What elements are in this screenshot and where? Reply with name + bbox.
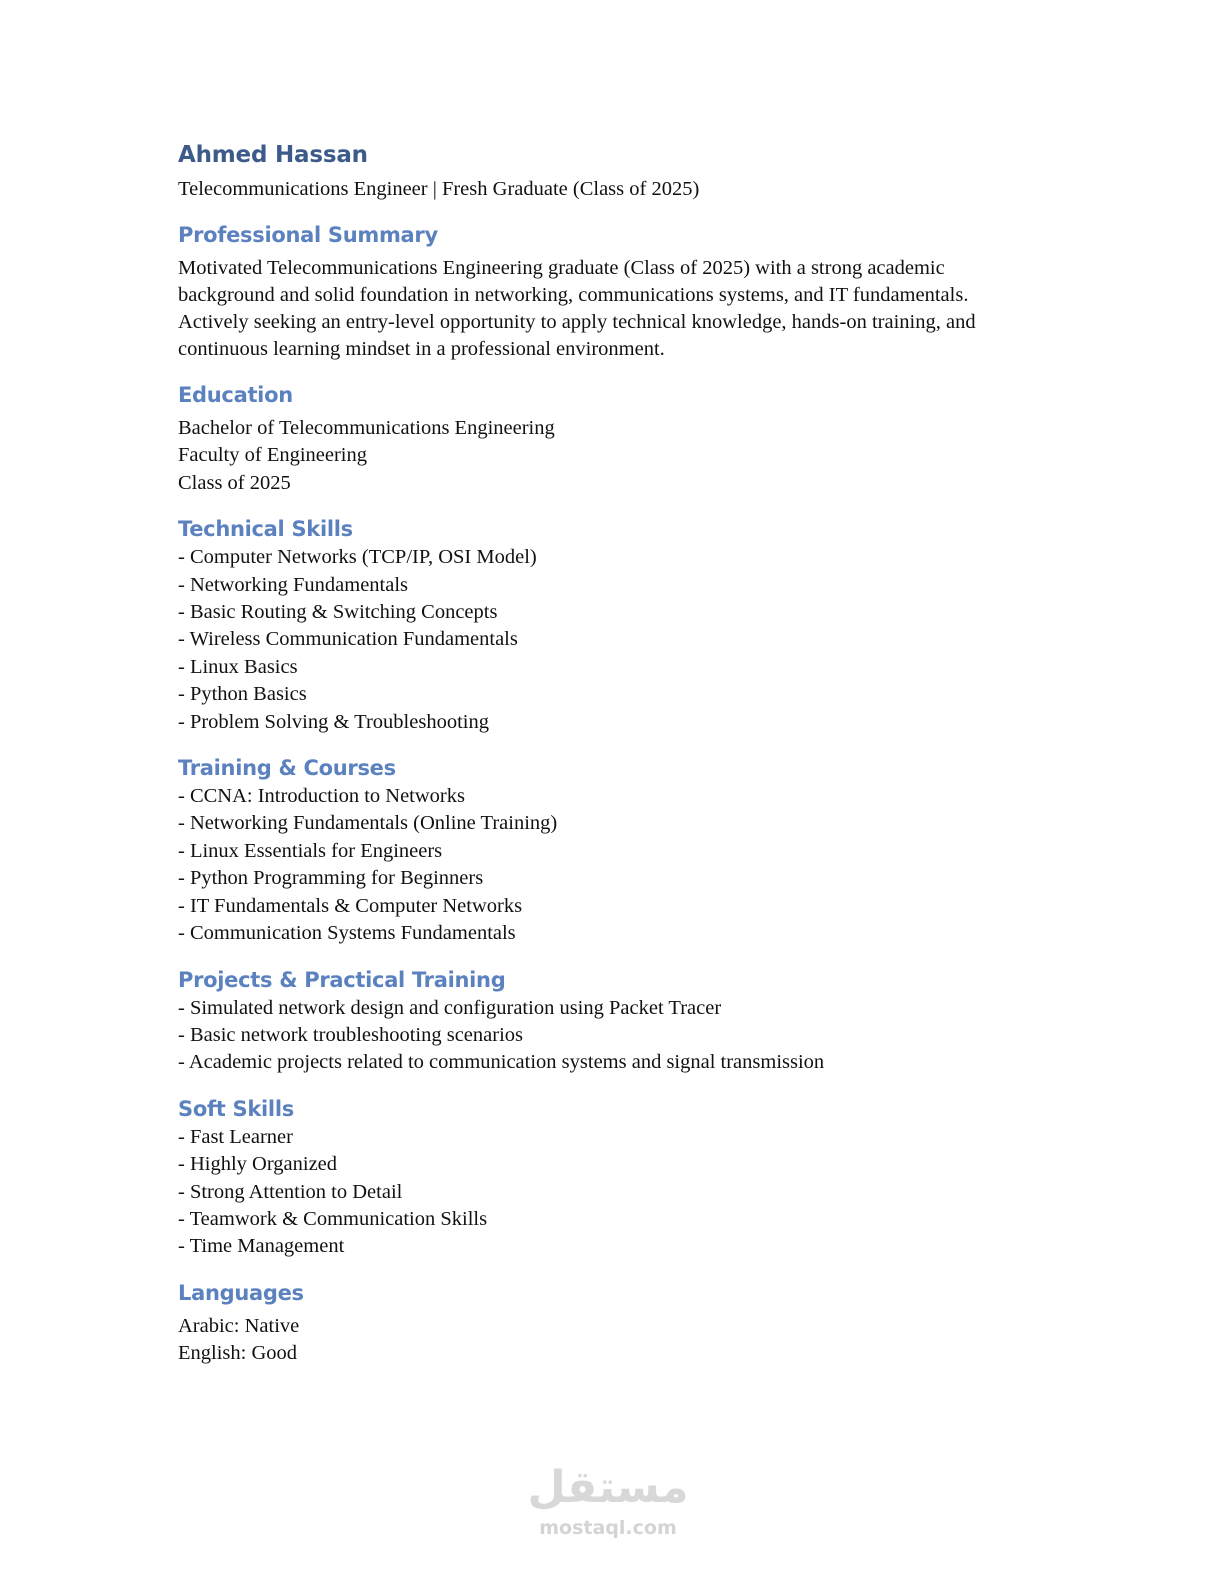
education-degree: Bachelor of Telecommunications Engineering [178, 417, 555, 439]
training-list [178, 783, 1058, 947]
section-title: Projects & Practical Training [178, 967, 506, 992]
section-soft-skills [178, 1094, 1058, 1261]
section-title: Education [178, 383, 293, 407]
section-title: Training & Courses [178, 756, 396, 781]
list-item: - Python Basics [178, 681, 1058, 708]
list-item: - Strong Attention to Detail [178, 1179, 1058, 1206]
projects-list [178, 995, 1058, 1077]
list-item: - Academic projects related to communication systems and signal transmission [178, 1049, 1058, 1076]
summary-paragraph: Motivated Telecommunications Engineering graduate (Class of 2025) with a strong academic background and solid foundation in networking, communications systems, and IT fundamentals. Actively seeking an entry-level opportunity to apply technical knowledge, hands-on training, and continuous learning mindset in a professional environment. [178, 257, 976, 360]
section-projects [178, 965, 1058, 1077]
section-technical-skills [178, 514, 1058, 736]
section-title: Professional Summary [178, 223, 438, 247]
list-item: - Basic Routing & Switching Concepts [178, 599, 1058, 626]
watermark-logo-text: مستقل [527, 1462, 689, 1513]
mostaql-logo-icon [518, 1458, 698, 1514]
section-title: Languages [178, 1280, 304, 1305]
list-item: - Fast Learner [178, 1124, 1058, 1151]
list-item: - Time Management [178, 1233, 1058, 1260]
list-item: - Highly Organized [178, 1151, 1058, 1178]
list-item: - Networking Fundamentals (Online Training) [178, 810, 1058, 837]
list-item: - Linux Basics [178, 654, 1058, 681]
candidate-tagline: Telecommunications Engineer | Fresh Graduate (Class of 2025) [178, 178, 700, 200]
list-item: - IT Fundamentals & Computer Networks [178, 893, 1058, 920]
technical-skills-list [178, 544, 1058, 736]
list-item: - Simulated network design and configuration using Packet Tracer [178, 995, 1058, 1022]
candidate-name: Ahmed Hassan [178, 142, 368, 168]
list-item: - CCNA: Introduction to Networks [178, 783, 1058, 810]
section-title: Soft Skills [178, 1096, 294, 1121]
list-item: - Problem Solving & Troubleshooting [178, 709, 1058, 736]
list-item: - Basic network troubleshooting scenarios [178, 1022, 1058, 1049]
language-arabic: Arabic: Native [178, 1314, 300, 1337]
resume-content [178, 138, 1058, 1368]
languages-details [178, 1313, 1058, 1368]
list-item: - Linux Essentials for Engineers [178, 838, 1058, 865]
list-item: - Communication Systems Fundamentals [178, 920, 1058, 947]
section-education [178, 380, 1058, 497]
list-item: - Teamwork & Communication Skills [178, 1206, 1058, 1233]
section-training-courses [178, 753, 1058, 947]
language-english: English: Good [178, 1342, 298, 1365]
education-class: Class of 2025 [178, 471, 291, 494]
watermark-url: mostaql.com [539, 1517, 677, 1539]
list-item: - Python Programming for Beginners [178, 865, 1058, 892]
list-item: - Computer Networks (TCP/IP, OSI Model) [178, 544, 1058, 571]
list-item: - Wireless Communication Fundamentals [178, 626, 1058, 653]
education-faculty: Faculty of Engineering [178, 444, 368, 467]
section-title: Technical Skills [178, 517, 353, 542]
mostaql-watermark [518, 1458, 698, 1544]
section-languages [178, 1278, 1058, 1368]
section-professional-summary [178, 220, 1058, 363]
list-item: - Networking Fundamentals [178, 572, 1058, 599]
soft-skills-list [178, 1124, 1058, 1261]
education-details [178, 415, 1058, 497]
